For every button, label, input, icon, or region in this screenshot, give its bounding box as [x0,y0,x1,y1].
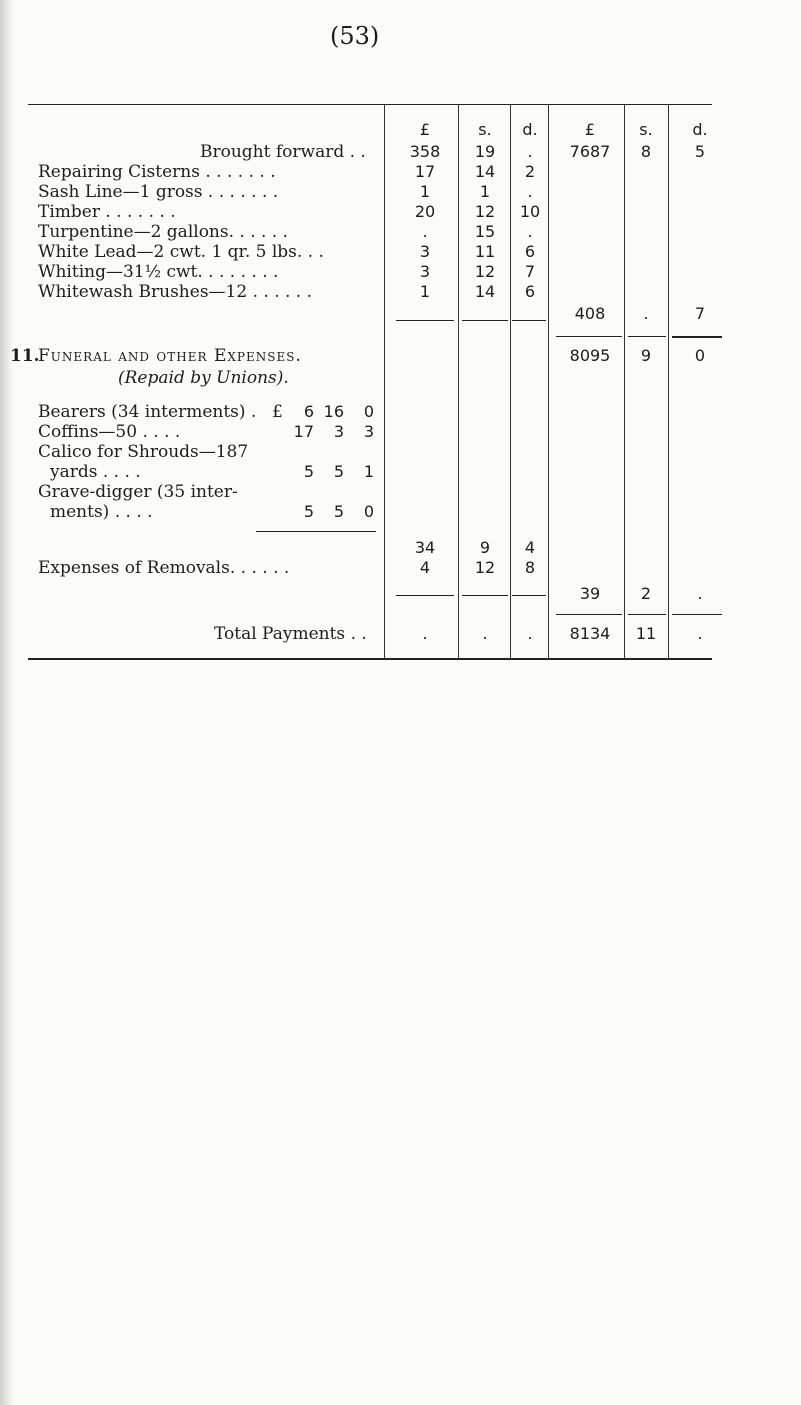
item-pence: 6 [524,242,536,261]
total-payments-shillings: . [482,624,488,643]
page-number: (53) [330,22,380,50]
section-number: 11. [10,346,40,366]
removals-pence: 8 [524,558,536,577]
section-total-shillings: 2 [640,584,652,603]
funeral-item-label: Coffins—50 . . . . [38,422,181,442]
header-shillings: s. [478,120,492,139]
sum-rule [396,595,454,596]
funeral-item-pounds: 6 [303,402,314,421]
running-total-pounds: 8095 [569,346,611,365]
header-pounds: £ [419,120,431,139]
sum-rule [396,320,454,321]
removals-pounds: 4 [419,558,431,577]
funeral-item-pounds: 17 [293,422,314,441]
section-total-pounds: 39 [579,584,601,603]
item-pounds: 3 [419,262,431,281]
funeral-item-label: Calico for Shrouds—187 [38,442,249,462]
sum-rule [628,614,666,615]
funeral-item-pence: 3 [363,422,374,441]
item-pence: 2 [524,162,536,181]
item-shillings: 19 [474,142,496,161]
item-shillings: 14 [474,282,496,301]
grand-total-shillings: 11 [635,624,657,643]
item-label: Turpentine—2 gallons. . . . . . [38,222,289,242]
header-shillings-total: s. [639,120,653,139]
total-payments-pence: . [527,624,533,643]
item-pence: 6 [524,282,536,301]
total-pounds: 7687 [569,142,611,161]
item-pounds: 358 [409,142,441,161]
sum-rule [672,336,722,338]
section-subtitle: (Repaid by Unions). [118,368,289,388]
item-pounds: 20 [414,202,436,221]
section-total-pence: . [697,584,703,603]
item-pence: . [527,142,533,161]
item-pounds: 1 [419,182,431,201]
funeral-subtotal-pounds: 34 [414,538,436,557]
total-payments-label: Total Payments . . [214,624,367,644]
sum-rule [512,320,546,321]
subtotal-pounds: 408 [574,304,606,323]
funeral-item-label-cont: ments) . . . . [50,502,153,522]
subtotal-shillings: . [643,304,649,323]
column-rule [548,104,549,658]
column-rule [668,104,669,658]
header-pounds-total: £ [584,120,596,139]
funeral-item-currency: £ [272,402,283,422]
subtotal-pence: 7 [694,304,706,323]
item-label: Whiting—31½ cwt. . . . . . . . [38,262,279,282]
bottom-rule [28,658,712,660]
item-label: Repairing Cisterns . . . . . . . [38,162,276,182]
item-shillings: 1 [479,182,491,201]
top-rule [28,104,712,105]
funeral-item-shillings: 16 [323,402,344,421]
funeral-item-shillings: 5 [333,502,344,521]
total-shillings: 8 [640,142,652,161]
grand-total-pence: . [697,624,703,643]
running-total-shillings: 9 [640,346,652,365]
column-rule [384,104,385,658]
item-shillings: 11 [474,242,496,261]
sum-rule [672,614,722,615]
sum-rule [628,336,666,337]
item-label: Brought forward . . [200,142,366,162]
item-pence: 7 [524,262,536,281]
removals-label: Expenses of Removals. . . . . . [38,558,290,578]
column-rule [624,104,625,658]
item-pounds: 1 [419,282,431,301]
funeral-item-label: Grave-digger (35 inter- [38,482,238,502]
total-pence: 5 [694,142,706,161]
funeral-item-shillings: 3 [333,422,344,441]
sum-rule [556,614,622,615]
item-shillings: 12 [474,262,496,281]
funeral-subtotal-shillings: 9 [479,538,491,557]
item-pounds: . [422,222,428,241]
item-shillings: 14 [474,162,496,181]
item-label: Timber . . . . . . . [38,202,176,222]
sum-rule [462,320,508,321]
item-shillings: 12 [474,202,496,221]
funeral-item-pounds: 5 [303,462,314,481]
header-pence-total: d. [692,120,708,139]
item-pence: 10 [519,202,541,221]
funeral-subtotal-pence: 4 [524,538,536,557]
funeral-item-pence: 0 [363,502,374,521]
funeral-item-label-cont: yards . . . . [50,462,141,482]
item-shillings: 15 [474,222,496,241]
funeral-item-shillings: 5 [333,462,344,481]
sum-rule [462,595,508,596]
item-label: Sash Line—1 gross . . . . . . . [38,182,279,202]
item-pence: . [527,182,533,201]
running-total-pence: 0 [694,346,706,365]
sum-rule [556,336,622,337]
grand-total-pounds: 8134 [569,624,611,643]
item-pounds: 3 [419,242,431,261]
page-edge-shadow [0,0,14,1405]
sum-rule [512,595,546,596]
item-label: Whitewash Brushes—12 . . . . . . [38,282,313,302]
funeral-item-pence: 0 [363,402,374,421]
column-rule [458,104,459,658]
total-payments-pounds: . [422,624,428,643]
column-rule [510,104,511,658]
funeral-item-pence: 1 [363,462,374,481]
header-pence: d. [522,120,538,139]
funeral-item-pounds: 5 [303,502,314,521]
removals-shillings: 12 [474,558,496,577]
item-label: White Lead—2 cwt. 1 qr. 5 lbs. . . [38,242,324,262]
item-pounds: 17 [414,162,436,181]
item-pence: . [527,222,533,241]
sum-rule [256,531,376,532]
funeral-item-label: Bearers (34 interments) . [38,402,257,422]
section-title: Funeral and other Expenses. [38,346,302,366]
